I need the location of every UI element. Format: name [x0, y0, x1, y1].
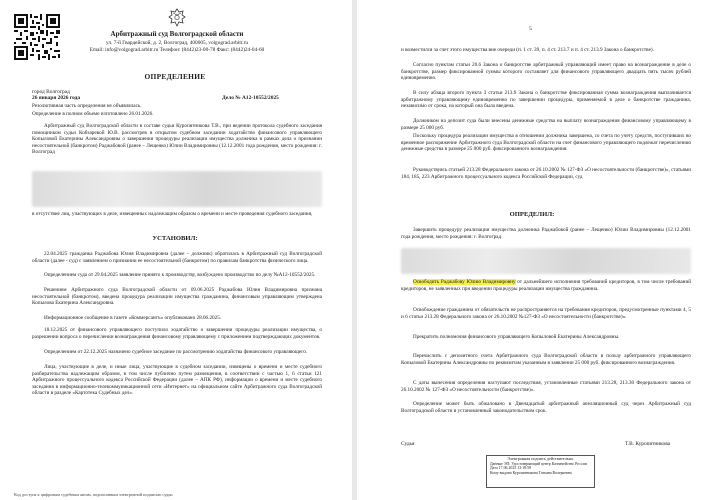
- opredelil-heading: ОПРЕДЕЛИЛ:: [509, 211, 555, 218]
- r-paragraph-10: Прекратить полномочия финансового управляющего Копыловой Екатерины Александровны.: [413, 334, 620, 340]
- r-paragraph-4: Должником на депозит суда были внесены денежные средства на выплату вознаграждения финансовому управляющему в размере 25 000 руб.: [401, 118, 691, 131]
- city: город Волгоград: [32, 89, 70, 96]
- electronic-signature-box: [486, 455, 595, 488]
- redacted-block: [32, 171, 322, 207]
- r-paragraph-7: Завершить процедуру реализации имущества должника Раджабовой (ранее – Лещенко) Юлии Владимировны (12.12.2001 года рождения, место рождения: г. Волгоград: [401, 227, 691, 240]
- r-paragraph-8: Освободить Раджабову Юлию Владимировну от дальнейшего исполнения требований кредиторов, в том числе требований кредиторов, не заявленных при введении процедуры реализации имущества гражданина.: [401, 279, 691, 292]
- r-paragraph-3: В силу абзаца второго пункта 3 статьи 213.9 Закона о банкротстве фиксированная сумма вознаграждения выплачивается арбитражному управляющему единовременно по завершении процедуры, применяемой в деле о банкротстве гражданина, независимо от срока, на который она была введена.: [401, 90, 691, 110]
- r-paragraph-6: Руководствуясь статьей 213.28 Федерального закона от 26.10.2002 № 127-ФЗ «О несостоятельности (банкротстве)», статьями 184, 185, 223 Арбитражного процессуального кодекса Российской Федерации, суд: [401, 167, 691, 180]
- court-emblem-icon: [166, 7, 188, 29]
- highlighted-text: Освободить Раджабову Юлию Владимировну: [413, 279, 516, 285]
- note-full-text: Определение в полном объеме изготовлено 26.01.2026.: [32, 111, 154, 117]
- paragraph-absence: в отсутствие лиц, участвующих в деле, извещенных надлежащим образом о времени и месте проведения судебного заседания,: [32, 211, 313, 217]
- paragraph-5: 18.12.2025 от финансового управляющего поступило ходатайство о завершении процедуры реализации имущества, о разрешении вопроса о перечислении вознаграждения финансовому управляющему с приложением подтверждающих документов.: [32, 327, 322, 340]
- signature-title: Электронная подпись действительна.: [507, 456, 574, 461]
- court-name: Арбитражный суд Волгоградской области: [110, 30, 244, 38]
- signature-line-2: Дата 17.06.2025 13:18:58: [490, 466, 532, 471]
- court-contacts: Email: info@volgograd.arbitr.ru Телефон: (8442)23-00-78 Факс: (8442)24-04-60: [89, 47, 265, 53]
- paragraph-2: Определением суда от 29.04.2025 заявление принято к производству, возбуждено производство по делу №А12-10552/2025.: [44, 272, 316, 278]
- signature-line-3: Кому выдана Куропятникова Татьяна Валерьевна: [490, 470, 572, 475]
- ustanovil-heading: УСТАНОВИЛ:: [152, 235, 198, 242]
- paragraph-7: Лица, участвующие в деле, и иные лица, участвующие в судебном заседании, извещены о времени и месте судебного разбирательства надлежащим образом, в том числе публично путем размещения, в соответствии с частью 1, 6 статьи 121 Арбитражного процессуального кодекса Российской Федерации (далее – АПК РФ), информации о времени и месте судебного заседания в информационно-телекоммуникационной сети «Интернет» на официальном сайте Арбитражного суда Волгоградской области в разделе «Картотека Судебных дел».: [32, 364, 322, 397]
- paragraph-1: 22.04.2025 гражданка Раджабова Юлия Владимировна (далее – должник) обратилась в Арбитражный суд Волгоградской области (далее - суд) с заявлением о признании ее несостоятельной (банкротом) по правилам банкротства физического лица.: [32, 251, 322, 264]
- r-paragraph-13: Определение может быть обжаловано в Двенадцатый арбитражный апелляционный суд через Арбитражный суд Волгоградской области в установленный законодательством срок.: [401, 401, 691, 414]
- paragraph-intro: Арбитражный суд Волгоградской области в составе судьи Куропятникова Т.В., при ведении протокола судебного заседания помощником судьи Кобзаревой Ю.В. рассмотрев в открытом судебном заседании ходатайство финансового управляющего Копыловой Екатерины Александровны о завершении процедуры реализации имущества должника в рамках дела о признании несостоятельной (банкротом) Раджабовой (ранее – Лещенко) Юлии Владимировны (12.12.2001 года рождения, место рождения: г. Волгоград: [32, 123, 322, 156]
- document-page-left: [0, 0, 352, 500]
- judge-name: Т.В. Куропятникова: [625, 441, 671, 448]
- document-date: 26 января 2026 года: [32, 95, 81, 102]
- qr-code-icon: [14, 14, 60, 60]
- document-page-right: [357, 0, 711, 500]
- page-number: 5: [529, 25, 532, 32]
- paragraph-3: Решением Арбитражного суда Волгоградской области от 09.06.2025 Раджабова Юлия Владимировна признана несостоятельной (банкротом), введена процедура реализации имущества гражданина, финансовым управляющим утверждена Копылова Екатерина Александровна.: [32, 287, 322, 307]
- paragraph-4: Информационное сообщение в газете «Коммерсантъ» опубликовано 28.06.2025.: [44, 315, 222, 321]
- case-number: Дело № А12-10552/2025: [222, 95, 279, 102]
- footer-note: Код доступа к цифровым судебным актам, подписанным электронной подписью судьи: [14, 492, 173, 498]
- note-resolution: Резолютивная часть определения не объявлялась.: [32, 103, 142, 109]
- r-paragraph-11: Перечислить с депозитного счета Арбитражного суда Волгоградской области в пользу арбитражного управляющего Копыловой Екатерины Александровны по реквизитам указанным в заявлении 25 000 руб. фиксированного вознаграждения.: [401, 353, 691, 366]
- document-title: ОПРЕДЕЛЕНИЕ: [144, 72, 206, 81]
- court-address: ул. 7-й Гвардейской, д. 2, Волгоград, 400005, volgograd.arbitr.ru: [105, 40, 249, 46]
- r-paragraph-1: и возместился за счет этого имущества вне очереди (п. 1 ст. 39, п. 4 ст. 213.7 и п. 4 ст. 213.9 Закона о банкротстве).: [401, 47, 654, 53]
- paragraph-6: Определением от 22.12.2025 назначено судебное заседание по рассмотрению ходатайства финансового управляющего.: [44, 349, 308, 355]
- judge-label: Судья: [401, 441, 415, 448]
- signature-line-1: Данные ЭП: Удостоверяющий центр Казначейство России: [490, 461, 587, 466]
- r-paragraph-2: Согласно пунктам статьи 20.6 Закона о банкротстве арбитражный управляющий имеет право на вознаграждение в деле о банкротстве, размер фиксированной суммы которого составляет для финансового управляющего двадцать пять тысяч рублей единовременно.: [401, 62, 691, 82]
- r-paragraph-12: С даты вынесения определения наступают последствия, установленные статьями 213.28, 213.30 Федерального закона от 26.10.2002 № 127-ФЗ «О несостоятельности (банкротстве)».: [401, 380, 691, 393]
- r-paragraph-9: Освобождение гражданина от обязательств не распространяется на требования кредиторов, предусмотренные пунктами 4, 5 и 6 статьи 213.28 Федерального закона от 26.10.2002 №127-ФЗ «О несостоятельности (банкротстве)».: [401, 307, 691, 320]
- r-paragraph-5: Поскольку процедура реализации имущества в отношении должника завершена, со счета по учету средств, поступивших во временное распоряжение Арбитражного суда Волгоградской области на счет финансового управляющего подлежат перечислению денежные средства в размере 25 000 руб. фиксированного вознаграждения.: [401, 133, 691, 153]
- redacted-block: [401, 248, 691, 274]
